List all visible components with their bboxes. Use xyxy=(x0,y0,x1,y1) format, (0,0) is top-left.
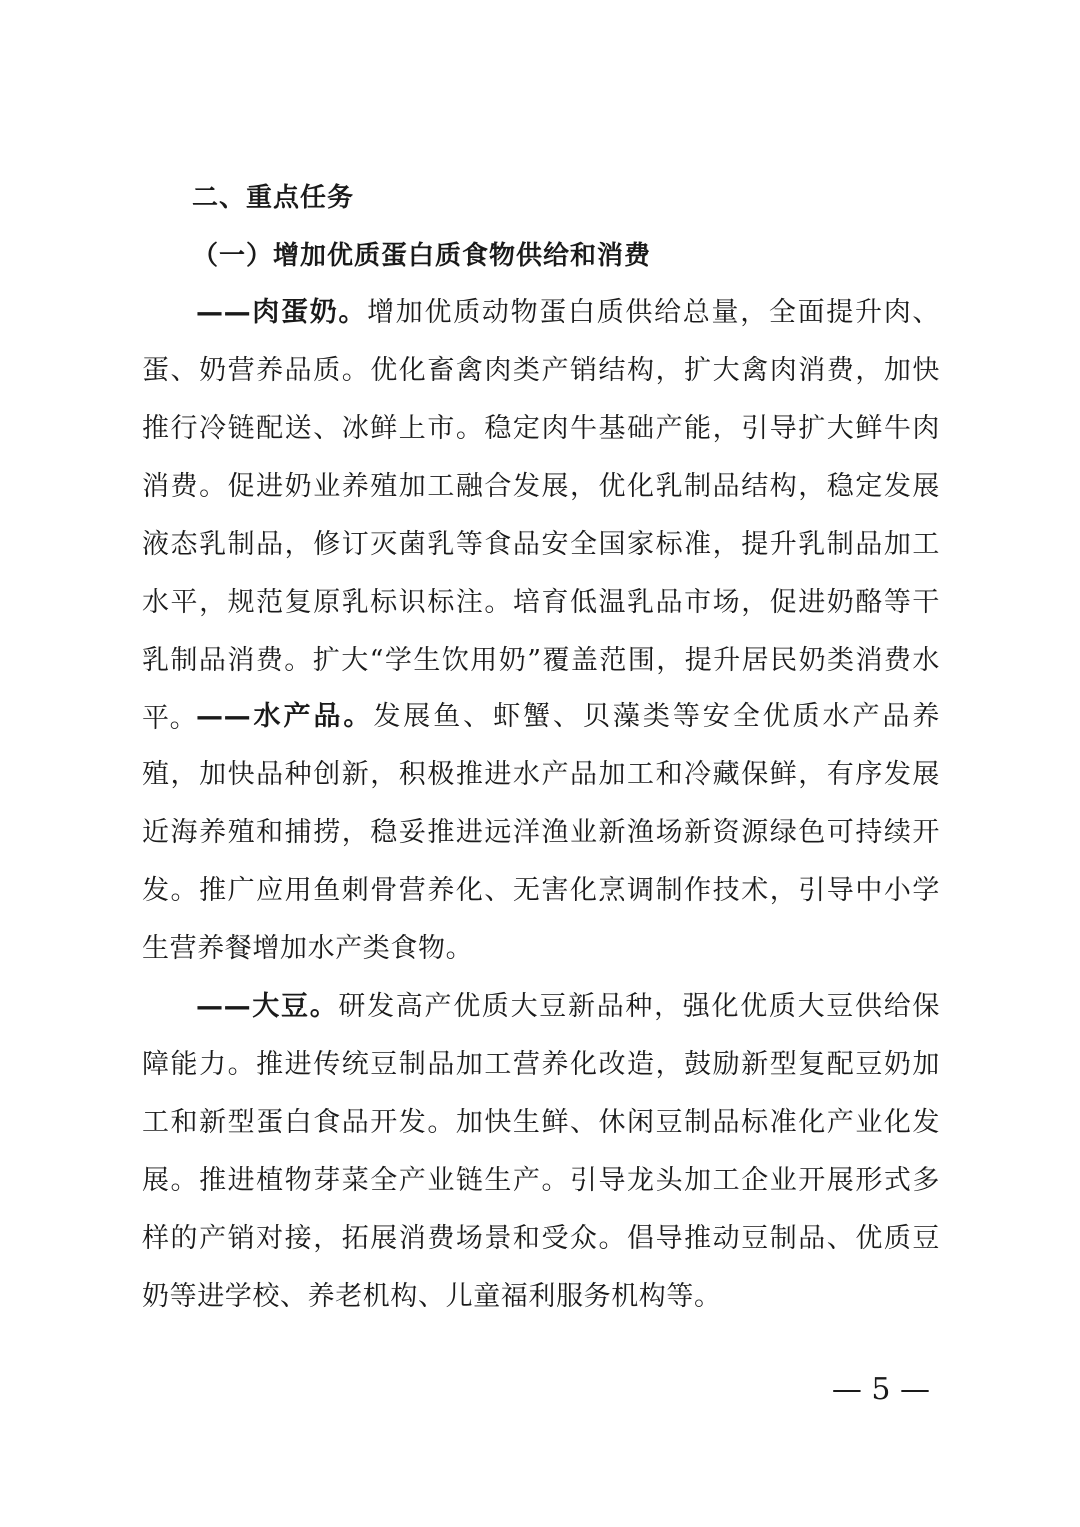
paragraph-text: 发展鱼、虾蟹、贝藻类等安全优质水产品养殖，加快品种创新，积极推进水产品加工和冷藏保鲜，有序发展近海养殖和捕捞，稳妥推进远洋渔业新渔场新资源绿色可持续开发。推广应用鱼刺骨营养化、无害化烹调制作技术，引导中小学生营养餐增加水产类食物。 xyxy=(142,701,940,964)
paragraph-text: 增加优质动物蛋白质供给总量，全面提升肉、蛋、奶营养品质。优化畜禽肉类产销结构，扩大禽肉消费，加快推行冷链配送、冰鲜上市。稳定肉牛基础产能，引导扩大鲜牛肉消费。促进奶业养殖加工融合发展，优化乳制品结构，稳定发展液态乳制品，修订灭菌乳等食品安全国家标准，提升乳制品加工水平，规范复原乳标识标注。培育低温乳品市场，促进奶酪等干乳制品消费。扩大“学生饮用奶”覆盖范围，提升居民奶类消费水平。 xyxy=(142,297,941,734)
paragraph-lead: ——肉蛋奶。 xyxy=(196,297,368,328)
paragraph-aquatic-products xyxy=(142,688,940,978)
paragraph-lead: ——水产品。 xyxy=(196,701,374,732)
subsection-heading: （一）增加优质蛋白质食物供给和消费 xyxy=(192,241,652,271)
page-number: — 5 — xyxy=(831,1372,930,1407)
paragraph-lead: ——大豆。 xyxy=(196,991,339,1022)
paragraph-text: 研发高产优质大豆新品种，强化优质大豆供给保障能力。推进传统豆制品加工营养化改造，鼓励新型复配豆奶加工和新型蛋白食品开发。加快生鲜、休闲豆制品标准化产业化发展。推进植物芽菜全产业链生产。引导龙头加工企业开展形式多样的产销对接，拓展消费场景和受众。倡导推动豆制品、优质豆奶等进学校、养老机构、儿童福利服务机构等。 xyxy=(142,991,940,1312)
paragraph-meat-egg-milk xyxy=(142,284,940,748)
paragraph-soybean xyxy=(142,978,940,1326)
section-heading: 二、重点任务 xyxy=(192,183,355,213)
